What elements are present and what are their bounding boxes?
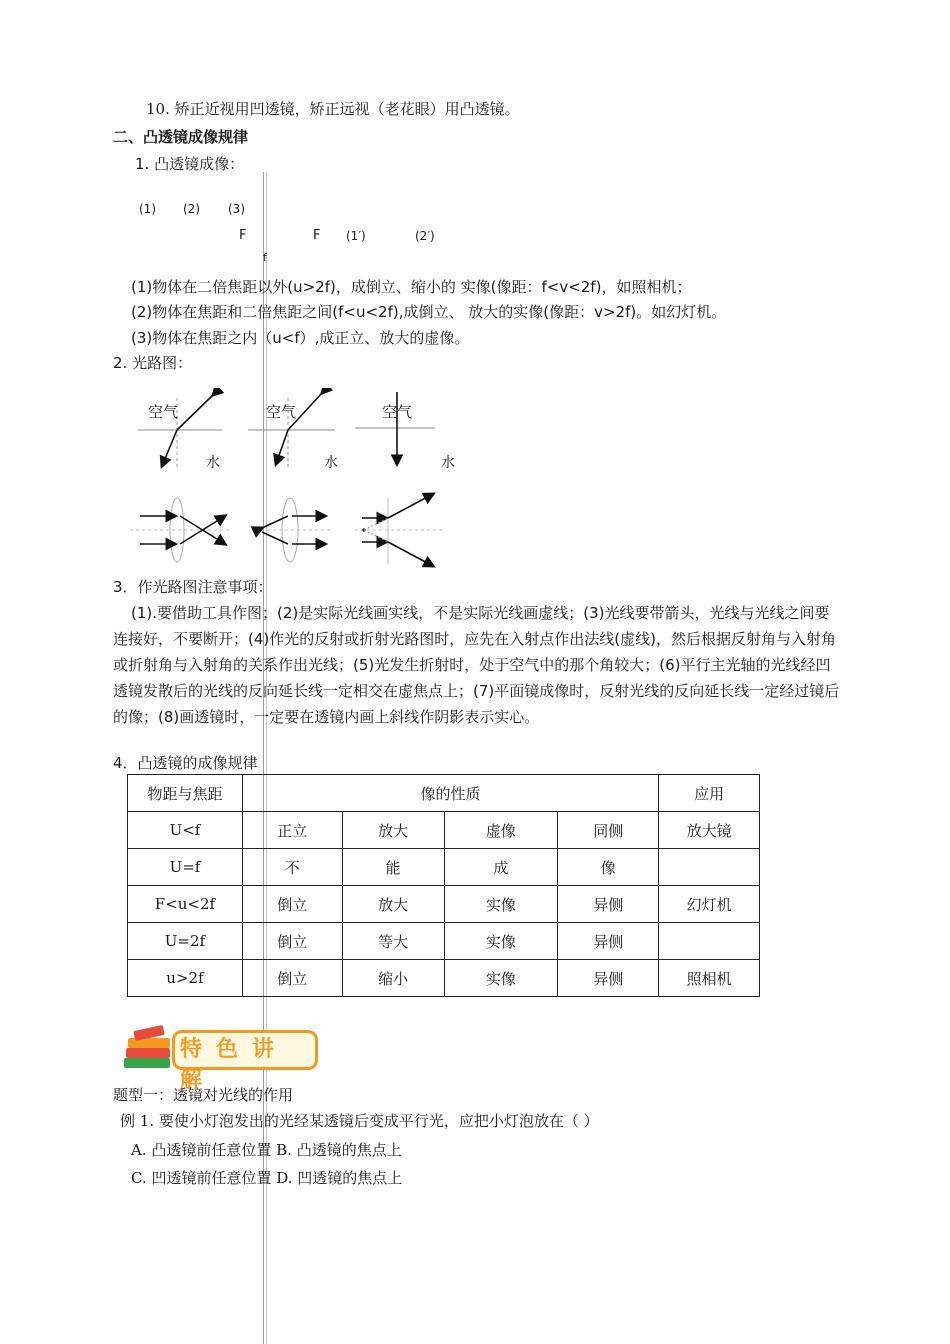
imaging-rule-3: (3)物体在焦距之内（u<f）,成正立、放大的虚像。 xyxy=(131,329,470,347)
table-cell: 不 xyxy=(242,849,342,886)
table-header-cell: 物距与焦距 xyxy=(128,775,243,812)
line-item-10: 10. 矫正近视用凹透镜，矫正远视（老花眼）用凸透镜。 xyxy=(146,100,520,118)
table-cell: 成 xyxy=(444,849,558,886)
table-cell xyxy=(659,923,760,960)
figure-label-F-left: F xyxy=(239,228,247,243)
table-cell: U=f xyxy=(128,849,243,886)
table-cell: 异侧 xyxy=(558,960,659,997)
table-cell: F<u<2f xyxy=(128,886,243,923)
table-cell: 实像 xyxy=(444,923,558,960)
table-cell: 异侧 xyxy=(558,923,659,960)
table-cell: U=2f xyxy=(128,923,243,960)
table-cell: u>2f xyxy=(128,960,243,997)
table-cell: 照相机 xyxy=(659,960,760,997)
section-two-title: 二、凸透镜成像规律 xyxy=(113,128,249,146)
table-cell: 虚像 xyxy=(444,812,558,849)
table-header-cell: 像的性质 xyxy=(242,775,658,812)
label-water-1: 水 xyxy=(206,455,220,471)
label-air-2: 空气 xyxy=(266,403,297,421)
figure-label-p3: (3) xyxy=(228,202,245,216)
table-cell: 异侧 xyxy=(558,886,659,923)
figure-label-p1-prime: (1′) xyxy=(346,229,366,243)
imaging-rule-2: (2)物体在焦距和二倍焦距之间(f<u<2f),成倒立、 放大的实像(像距：v>2f)。如幻灯机。 xyxy=(131,303,727,321)
refraction-diagrams xyxy=(130,388,470,472)
figure-label-f: f xyxy=(263,251,267,264)
table-cell: 倒立 xyxy=(242,960,342,997)
table-cell: U<f xyxy=(128,812,243,849)
label-air-3: 空气 xyxy=(382,403,413,421)
option-cd: C. 凹透镜前任意位置 D. 凹透镜的焦点上 xyxy=(131,1169,403,1187)
table-cell: 正立 xyxy=(242,812,342,849)
table-cell: 倒立 xyxy=(242,923,342,960)
lens-ray-diagrams xyxy=(130,488,450,572)
item1-title: 1. 凸透镜成像： xyxy=(135,155,245,173)
table-cell: 放大 xyxy=(342,812,444,849)
books-icon xyxy=(120,1024,180,1074)
table-cell: 缩小 xyxy=(342,960,444,997)
figure-label-p1: (1) xyxy=(139,202,156,216)
table-cell: 像 xyxy=(558,849,659,886)
item3-title: 3．作光路图注意事项： xyxy=(113,578,273,596)
item4-title: 4．凸透镜的成像规律 xyxy=(113,754,258,772)
table-cell: 实像 xyxy=(444,960,558,997)
item3-text: (1).要借助工具作图；(2)是实际光线画实线，不是实际光线画虚线；(3)光线要带箭头，光线与光线之间要连接好，不要断开；(4)作光的反射或折射光路图时，应先在入射点作出法线(虚线)，然后根据反射角与入射角或折射角与入射角的关系作出光线；(5)光发生折射时，处于空气中的那个角较大；(6)平行主光轴的光线经凹透镜发散后的光线的反向延长线一定相交在虚焦点上；(7)平面镜成像时，反射光线的反向延长线一定经过镜后的像；(8)画透镜时，一定要在透镜内画上斜线作阴影表示实心。 xyxy=(113,604,840,726)
imaging-rule-1: (1)物体在二倍焦距以外(u>2f)，成倒立、缩小的 实像(像距：f<v<2f)，如照相机； xyxy=(131,278,692,296)
table-row xyxy=(128,923,760,960)
table-row xyxy=(128,886,760,923)
example-1: 例 1. 要使小灯泡发出的光经某透镜后变成平行光，应把小灯泡放在（ ） xyxy=(120,1112,599,1130)
label-water-2: 水 xyxy=(324,455,338,471)
imaging-rules-table xyxy=(127,774,760,997)
table-cell: 放大镜 xyxy=(659,812,760,849)
label-water-3: 水 xyxy=(441,455,455,471)
feature-banner xyxy=(120,1024,320,1093)
table-row xyxy=(128,812,760,849)
table-row xyxy=(128,960,760,997)
option-ab: A. 凸透镜前任意位置 B. 凸透镜的焦点上 xyxy=(131,1141,402,1159)
figure-label-p2-prime: (2′) xyxy=(415,229,435,243)
table-cell: 倒立 xyxy=(242,886,342,923)
table-cell: 等大 xyxy=(342,923,444,960)
figure-label-F-right: F xyxy=(313,228,321,243)
table-cell: 幻灯机 xyxy=(659,886,760,923)
table-cell xyxy=(659,849,760,886)
banner-title: 特色讲解 xyxy=(180,1037,289,1093)
table-cell: 实像 xyxy=(444,886,558,923)
table-header-cell: 应用 xyxy=(659,775,760,812)
table-cell: 同侧 xyxy=(558,812,659,849)
table-cell: 能 xyxy=(342,849,444,886)
label-air-1: 空气 xyxy=(148,403,179,421)
table-header-row xyxy=(128,775,760,812)
item2-title: 2. 光路图： xyxy=(113,354,193,372)
figure-label-p2: (2) xyxy=(183,202,200,216)
table-row xyxy=(128,849,760,886)
table-cell: 放大 xyxy=(342,886,444,923)
question-type-1: 题型一：透镜对光线的作用 xyxy=(113,1086,294,1104)
